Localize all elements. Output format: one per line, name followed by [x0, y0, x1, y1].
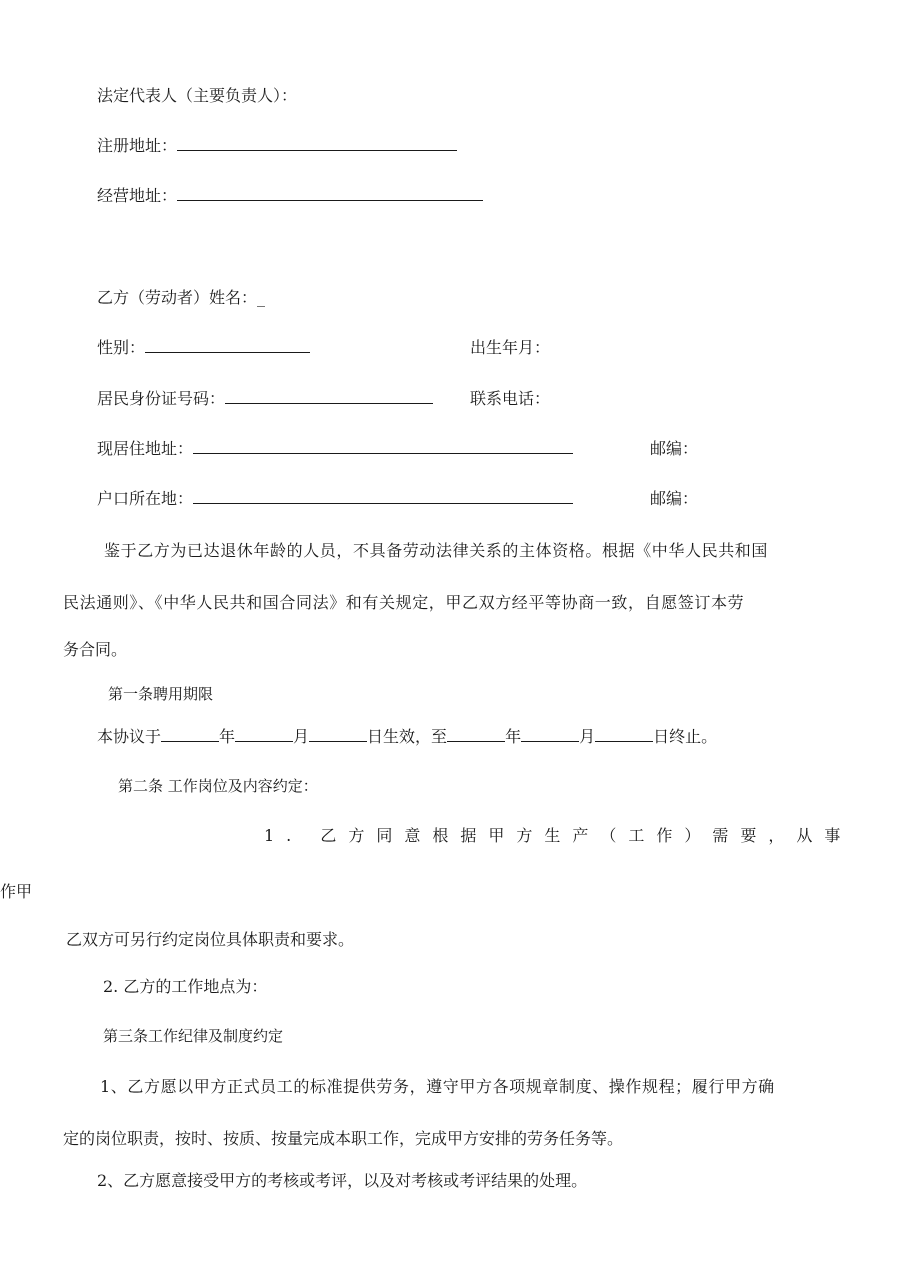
gender-blank	[145, 336, 310, 353]
end-month-unit: 月	[579, 727, 596, 746]
article-1-heading: 第一条聘用期限	[108, 685, 214, 703]
id-number-blank	[225, 387, 433, 404]
preamble-line-2: 民法通则》、《中华人民共和国合同法》和有关规定，甲乙双方经平等协商一致，自愿签订本劳	[63, 593, 745, 612]
current-address-blank	[193, 437, 573, 454]
article-2-heading: 第二条 工作岗位及内容约定：	[118, 777, 318, 795]
hukou-blank	[193, 487, 573, 504]
end-year-unit: 年	[505, 727, 522, 746]
hukou-label: 户口所在地：	[97, 489, 194, 508]
current-address-label: 现居住地址：	[97, 439, 194, 458]
gender-label: 性别：	[97, 338, 146, 357]
current-address-row	[97, 437, 573, 461]
business-address-blank	[177, 184, 483, 201]
legal-rep-label: 法定代表人（主要负责人）：	[97, 86, 298, 105]
preamble-line-1: 鉴于乙方为已达退休年龄的人员，不具备劳动法律关系的主体资格。根据《中华人民共和国	[104, 541, 769, 560]
id-number-label: 居民身份证号码：	[97, 389, 226, 408]
preamble-line-3: 务合同。	[63, 640, 128, 659]
start-day-unit: 日生效，至	[367, 727, 448, 746]
article-3-item-1-line-1: 1、乙方愿以甲方正式员工的标准提供劳务，遵守甲方各项规章制度、操作规程；履行甲方确	[100, 1077, 775, 1096]
article-2-item-1-cont: 乙双方可另行约定岗位具体职责和要求。	[66, 930, 355, 949]
birth-date-label: 出生年月：	[470, 338, 551, 357]
article-2-item-2: 2. 乙方的工作地点为：	[103, 977, 268, 996]
end-day-blank	[595, 725, 653, 742]
hukou-row	[97, 487, 573, 511]
id-number-row	[97, 387, 433, 411]
business-address-label: 经营地址：	[97, 186, 178, 205]
postcode-label-1: 邮编：	[650, 439, 699, 458]
start-day-blank	[309, 725, 367, 742]
registered-address-blank	[177, 134, 457, 151]
start-year-blank	[161, 725, 219, 742]
registered-address-row	[97, 134, 457, 158]
end-month-blank	[521, 725, 579, 742]
gender-row	[97, 336, 310, 360]
article-2-item-1: 1. 乙方同意根据甲方生产（工作）需要，从事	[264, 826, 853, 845]
party-b-name-label: 乙方（劳动者）姓名：_	[97, 288, 266, 307]
registered-address-label: 注册地址：	[97, 136, 178, 155]
article-3-item-2: 2、乙方愿意接受甲方的考核或考评，以及对考核或考评结果的处理。	[97, 1171, 588, 1190]
article-3-heading: 第三条工作纪律及制度约定	[103, 1027, 284, 1045]
business-address-row	[97, 184, 483, 208]
start-month-unit: 月	[293, 727, 310, 746]
end-year-blank	[447, 725, 505, 742]
start-year-unit: 年	[219, 727, 236, 746]
article-2-item-1-wrap: 作甲	[0, 882, 33, 901]
term-start-text: 本协议于	[97, 727, 162, 746]
term-sentence	[97, 725, 717, 749]
article-3-item-1-line-2: 定的岗位职责，按时、按质、按量完成本职工作，完成甲方安排的劳务任务等。	[63, 1129, 624, 1148]
phone-label: 联系电话：	[470, 389, 551, 408]
postcode-label-2: 邮编：	[650, 489, 699, 508]
start-month-blank	[235, 725, 293, 742]
end-day-unit: 日终止。	[653, 727, 718, 746]
